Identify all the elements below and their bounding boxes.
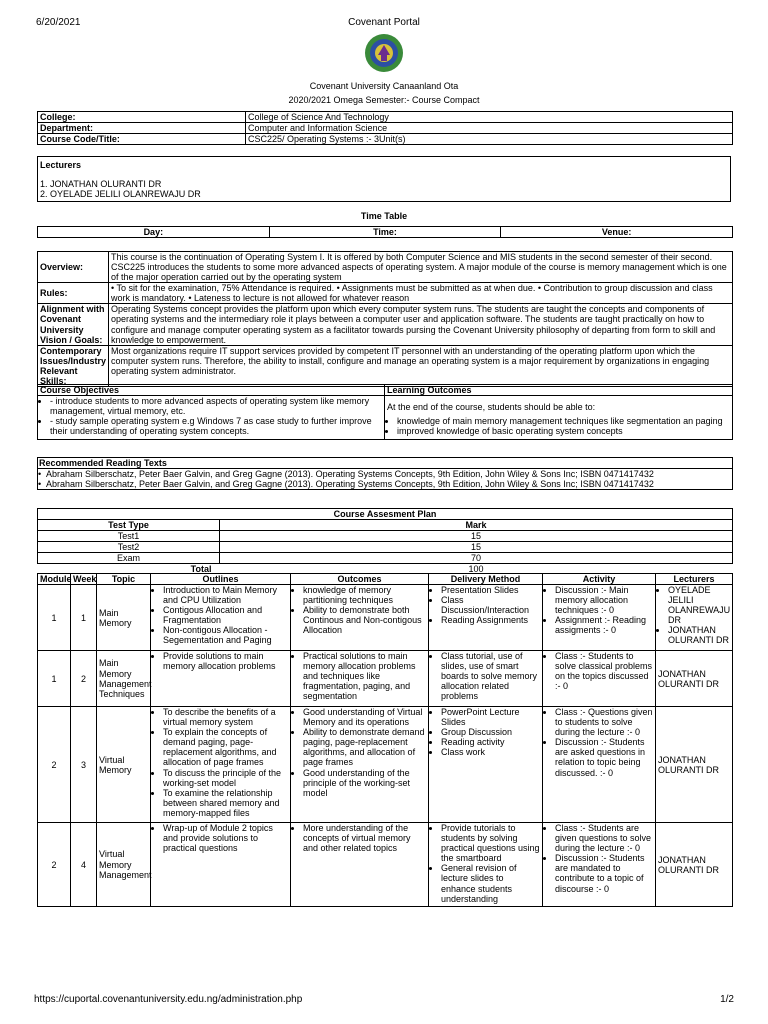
- week-cell: 2: [71, 651, 97, 707]
- test-type-cell: Exam: [38, 553, 220, 564]
- page-number: 1/2: [720, 994, 734, 1005]
- activity-item: • Class :- Students are given questions to solve during the lecture :- 0: [555, 823, 653, 853]
- outline-item: • Wrap-up of Module 2 topics and provide solutions to practical questions: [163, 823, 288, 853]
- activity-item: • Class :- Students to solve classical problems on the topics discussed :- 0: [555, 651, 653, 691]
- week-cell: 1: [71, 585, 97, 651]
- outline-item: • To examine the relationship between shared memory and memory-mapped files: [163, 788, 288, 818]
- lecturers-heading: Lecturers: [40, 160, 82, 170]
- contemporary-text: Most organizations require IT support services provided by competent IT personnel with an understanding of the operating platform upon which the computer system runs. Therefore, the ability to install, configure and manage an operating system is a major requirement by organizations in engaging operating system administrator.: [109, 345, 733, 386]
- outline-item: • Contigous Allocation and Fragmentation: [163, 605, 288, 625]
- lecturer-cell: [656, 707, 733, 823]
- total-value: 100: [468, 564, 484, 575]
- department-value: Computer and Information Science: [246, 123, 733, 134]
- test-type-header: Test Type: [38, 520, 220, 531]
- lecturers-box: [37, 156, 731, 202]
- college-value: College of Science And Technology: [246, 112, 733, 123]
- lecturer-item: 1. JONATHAN OLURANTI DR: [40, 179, 162, 190]
- outcome-item: • knowledge of main memory management techniques like segmentation an paging: [397, 416, 730, 426]
- overview-text: This course is the continuation of Operating System I. It is offered by both Computer Science and MIS students in the second semester of their second. CSC225 introduces the students to some more advanced aspects of operating system. A major module of the course is memory management which is one of the major operation carried out by the operating system: [109, 252, 733, 283]
- lecturers-header: Lecturers: [656, 574, 733, 585]
- lecturer-item: JONATHAN OLURANTI DR: [658, 854, 720, 875]
- outcome-item: • More understanding of the concepts of virtual memory and other related topics: [303, 823, 426, 853]
- contemporary-label: Contemporary Issues/Industry Relevant Skills:: [38, 345, 109, 386]
- module-cell: 1: [38, 585, 71, 651]
- delivery-header: Delivery Method: [429, 574, 543, 585]
- delivery-cell: [429, 585, 543, 651]
- outcome-item: • knowledge of memory partitioning techniques: [303, 585, 426, 605]
- activity-cell: [543, 651, 656, 707]
- outcomes-list: [385, 396, 733, 440]
- outcome-cell: [291, 585, 429, 651]
- schedule-row: [38, 823, 733, 907]
- module-cell: 2: [38, 823, 71, 907]
- outcome-item: • Good understanding of the principle of the working-set model: [303, 768, 426, 798]
- activity-item: • Discussion :- Main memory allocation techniques :- 0: [555, 585, 653, 615]
- lecturer-cell: [656, 585, 733, 651]
- timetable-title: Time Table: [360, 211, 408, 221]
- lecturer-item: • JONATHAN OLURANTI DR: [668, 625, 730, 645]
- college-label: College:: [38, 112, 246, 123]
- delivery-item: • Reading Assignments: [441, 615, 540, 625]
- objective-item: • - study sample operating system e.g Windows 7 as case study to further improve their understanding of operating system concepts.: [50, 416, 382, 436]
- objectives-list: [38, 396, 385, 440]
- delivery-cell: [429, 707, 543, 823]
- topic-cell: Virtual Memory: [97, 707, 151, 823]
- rules-text: • To sit for the examination, 75% Attendance is required. • Assignments must be submitted as at when due. • Contribution to group discussion and class work is mandatory. • Lateness to lecture is not allowed for whatever reason: [109, 283, 733, 304]
- delivery-item: • Reading activity: [441, 737, 540, 747]
- schedule-row: [38, 585, 733, 651]
- activity-header: Activity: [543, 574, 656, 585]
- assessment-table: [37, 508, 733, 574]
- module-cell: 1: [38, 651, 71, 707]
- delivery-item: • Class Discussion/Interaction: [441, 595, 540, 615]
- outcomes-intro: At the end of the course, students should be able to:: [387, 402, 596, 413]
- course-code-label: Course Code/Title:: [38, 134, 246, 145]
- outcome-cell: [291, 823, 429, 907]
- delivery-item: • Class work: [441, 747, 540, 757]
- topic-cell: Main Memory: [97, 585, 151, 651]
- timetable-table: [37, 226, 733, 238]
- reading-item: • Abraham Silberschatz, Peter Baer Galvin, and Greg Gagne (2013). Operating Systems Concepts, 9th Edition, John Wiley & Sons Inc; ISBN 0471417432: [38, 469, 732, 479]
- delivery-item: • Class tutorial, use of slides, use of smart boards to solve memory allocation related problems: [441, 651, 540, 701]
- page-url: https://cuportal.covenantuniversity.edu.ng/administration.php: [34, 994, 303, 1005]
- objectives-heading: Course Objectives: [38, 385, 385, 396]
- outline-item: • To describe the benefits of a virtual memory system: [163, 707, 288, 727]
- venue-header: Venue:: [501, 227, 733, 238]
- overview-table: [37, 251, 733, 387]
- topic-cell: Main Memory Management Techniques: [97, 651, 151, 707]
- overview-label: Overview:: [38, 252, 109, 283]
- mark-cell: 15: [220, 531, 733, 542]
- lecturer-item: JONATHAN OLURANTI DR: [658, 668, 720, 689]
- alignment-label: Alignment with Covenant University Vision / Goals:: [38, 304, 109, 345]
- outcomes-header: Outcomes: [291, 574, 429, 585]
- objectives-outcomes-table: [37, 384, 733, 440]
- reading-box: [37, 457, 733, 490]
- schedule-row: [38, 651, 733, 707]
- delivery-cell: [429, 651, 543, 707]
- total-label: Total: [190, 564, 212, 575]
- lecturer-cell: [656, 651, 733, 707]
- outline-cell: [151, 651, 291, 707]
- activity-item: • Discussion :- Students are asked questions in relation to topic being discussed. :- 0: [555, 737, 653, 777]
- course-info-table: [37, 111, 733, 145]
- assessment-title: Course Assesment Plan: [38, 509, 733, 520]
- delivery-item: • General revision of lecture slides to enhance students understanding: [441, 863, 540, 903]
- module-header: Module: [38, 574, 71, 585]
- week-cell: 3: [71, 707, 97, 823]
- week-cell: 4: [71, 823, 97, 907]
- lecturer-item: 2. OYELADE JELILI OLANREWAJU DR: [40, 189, 201, 200]
- time-header: Time:: [269, 227, 501, 238]
- outcome-item: • Ability to demonstrate demand paging, page-replacement algorithms, and allocation of page frames: [303, 727, 426, 767]
- schedule-table: [37, 573, 733, 907]
- activity-item: • Discussion :- Students are mandated to contribute to a topic of discourse :- 0: [555, 853, 653, 893]
- department-label: Department:: [38, 123, 246, 134]
- topic-cell: Virtual Memory Management: [97, 823, 151, 907]
- delivery-cell: [429, 823, 543, 907]
- institution-name: Covenant University Canaanland Ota: [309, 81, 459, 91]
- delivery-item: • Provide tutorials to students by solving practical questions using the smartboard: [441, 823, 540, 863]
- outline-cell: [151, 585, 291, 651]
- test-type-cell: Test1: [38, 531, 220, 542]
- outline-item: • Provide solutions to main memory allocation problems: [163, 651, 288, 671]
- lecturer-item: JONATHAN OLURANTI DR: [658, 754, 720, 775]
- outline-item: • Introduction to Main Memory and CPU Utilization: [163, 585, 288, 605]
- outcome-item: • Ability to demonstrate both Continous and Non-contigous Allocation: [303, 605, 426, 635]
- lecturer-item: • OYELADE JELILI OLANREWAJU DR: [668, 585, 730, 625]
- page-header-title: Covenant Portal: [348, 17, 420, 28]
- schedule-row: [38, 707, 733, 823]
- week-header: Week: [71, 574, 97, 585]
- mark-cell: 15: [220, 542, 733, 553]
- day-header: Day:: [38, 227, 270, 238]
- course-code-value: CSC225/ Operating Systems :- 3Unit(s): [246, 134, 733, 145]
- activity-cell: [543, 585, 656, 651]
- outline-item: • To explain the concepts of demand paging, page-replacement algorithms, and allocation of page frames: [163, 727, 288, 767]
- print-date: 6/20/2021: [36, 17, 81, 28]
- university-logo-icon: [364, 33, 404, 73]
- alignment-text: Operating Systems concept provides the platform upon which every computer system runs. The students are taught the concepts and components of operating systems and the intermediary role it plays between a computer user and application software. The students are taught practically on how to configure and manage computer operating system as a facilitator towards pursing the Covenant University philosophy of departing from form to skill and knowledge to empowerment.: [109, 304, 733, 345]
- mark-cell: 70: [220, 553, 733, 564]
- semester-title: 2020/2021 Omega Semester:- Course Compact: [288, 95, 480, 105]
- test-type-cell: Test2: [38, 542, 220, 553]
- outcome-item: • Good understanding of Virtual Memory and its operations: [303, 707, 426, 727]
- topic-header: Topic: [97, 574, 151, 585]
- delivery-item: • PowerPoint Lecture Slides: [441, 707, 540, 727]
- outcome-cell: [291, 651, 429, 707]
- mark-header: Mark: [220, 520, 733, 531]
- lecturer-cell: [656, 823, 733, 907]
- delivery-item: • Group Discussion: [441, 727, 540, 737]
- reading-heading: Recommended Reading Texts: [38, 458, 732, 469]
- outcome-cell: [291, 707, 429, 823]
- module-cell: 2: [38, 707, 71, 823]
- outcome-item: • Practical solutions to main memory allocation problems and techniques like fragmentation, paging, and segmentation: [303, 651, 426, 701]
- outcomes-heading: Learning Outcomes: [385, 385, 733, 396]
- objective-item: • - introduce students to more advanced aspects of operating system like memory management, virtual memory, etc.: [50, 396, 382, 416]
- outline-cell: [151, 823, 291, 907]
- rules-label: Rules:: [38, 283, 109, 304]
- delivery-item: • Presentation Slides: [441, 585, 540, 595]
- activity-item: • Assignment :- Reading assigments :- 0: [555, 615, 653, 635]
- outline-item: • Non-contigous Allocation - Segementation and Paging: [163, 625, 288, 645]
- activity-cell: [543, 707, 656, 823]
- activity-item: • Class :- Questions given to students to solve during the lecture :- 0: [555, 707, 653, 737]
- outline-cell: [151, 707, 291, 823]
- outlines-header: Outlines: [151, 574, 291, 585]
- outline-item: • To discuss the principle of the working-set model: [163, 768, 288, 788]
- reading-item: • Abraham Silberschatz, Peter Baer Galvin, and Greg Gagne (2013). Operating Systems Concepts, 9th Edition, John Wiley & Sons Inc; ISBN 0471417432: [38, 479, 732, 489]
- outcome-item: • improved knowledge of basic operating system concepts: [397, 426, 730, 436]
- activity-cell: [543, 823, 656, 907]
